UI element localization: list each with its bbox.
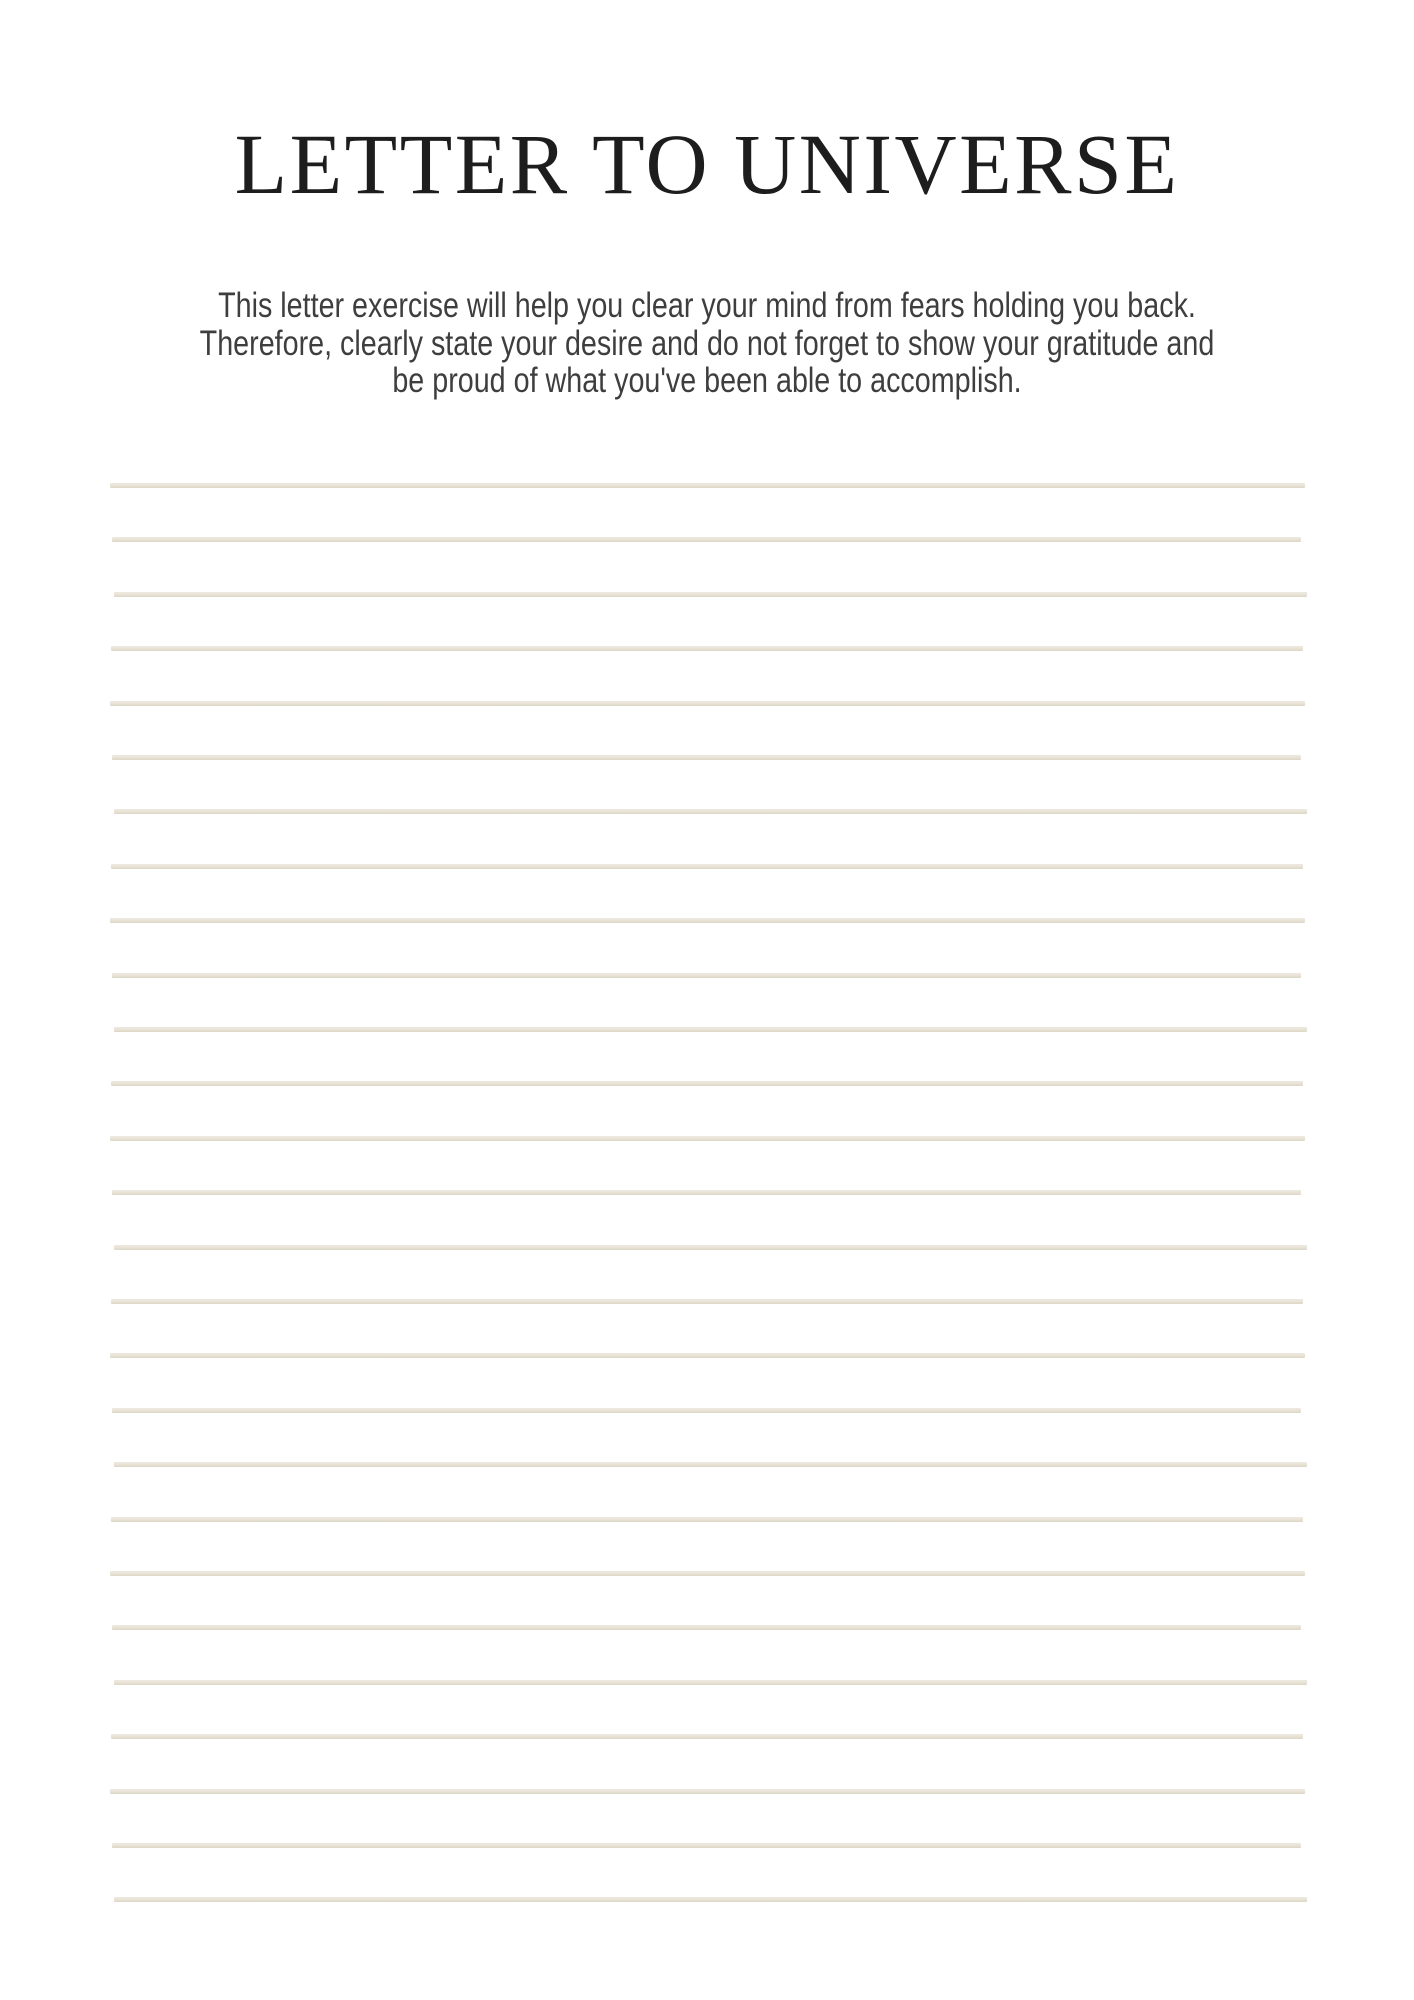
- ruled-line: [111, 864, 1303, 869]
- ruled-line: [112, 1625, 1301, 1630]
- ruled-line: [112, 1408, 1301, 1413]
- ruled-line: [110, 701, 1305, 706]
- writing-lines-area: [110, 483, 1305, 1913]
- ruled-line: [114, 809, 1307, 814]
- ruled-line: [112, 973, 1301, 978]
- ruled-line: [111, 1517, 1303, 1522]
- ruled-line: [114, 1027, 1307, 1032]
- ruled-line: [114, 1680, 1307, 1685]
- ruled-line: [114, 1897, 1307, 1902]
- ruled-line: [112, 537, 1301, 542]
- ruled-line: [111, 1299, 1303, 1304]
- ruled-line: [114, 1245, 1307, 1250]
- ruled-line: [112, 1190, 1301, 1195]
- ruled-line: [111, 1081, 1303, 1086]
- subtitle-line-3: be proud of what you've been able to accomplish.: [392, 361, 1022, 400]
- ruled-line: [112, 1843, 1301, 1848]
- ruled-line: [110, 1571, 1305, 1576]
- subtitle-line-1: This letter exercise will help you clear your mind from fears holding you back.: [218, 286, 1196, 325]
- ruled-line: [114, 592, 1307, 597]
- ruled-line: [114, 1462, 1307, 1467]
- ruled-line: [110, 1353, 1305, 1358]
- ruled-line: [112, 755, 1301, 760]
- subtitle: [51, 287, 1363, 400]
- ruled-line: [111, 646, 1303, 651]
- ruled-line: [110, 483, 1305, 488]
- ruled-line: [110, 1789, 1305, 1794]
- page-title: LETTER TO UNIVERSE: [234, 116, 1180, 212]
- ruled-line: [110, 918, 1305, 923]
- subtitle-line-2: Therefore, clearly state your desire and do not forget to show your gratitude and: [199, 323, 1215, 363]
- ruled-line: [111, 1734, 1303, 1739]
- ruled-line: [110, 1136, 1305, 1141]
